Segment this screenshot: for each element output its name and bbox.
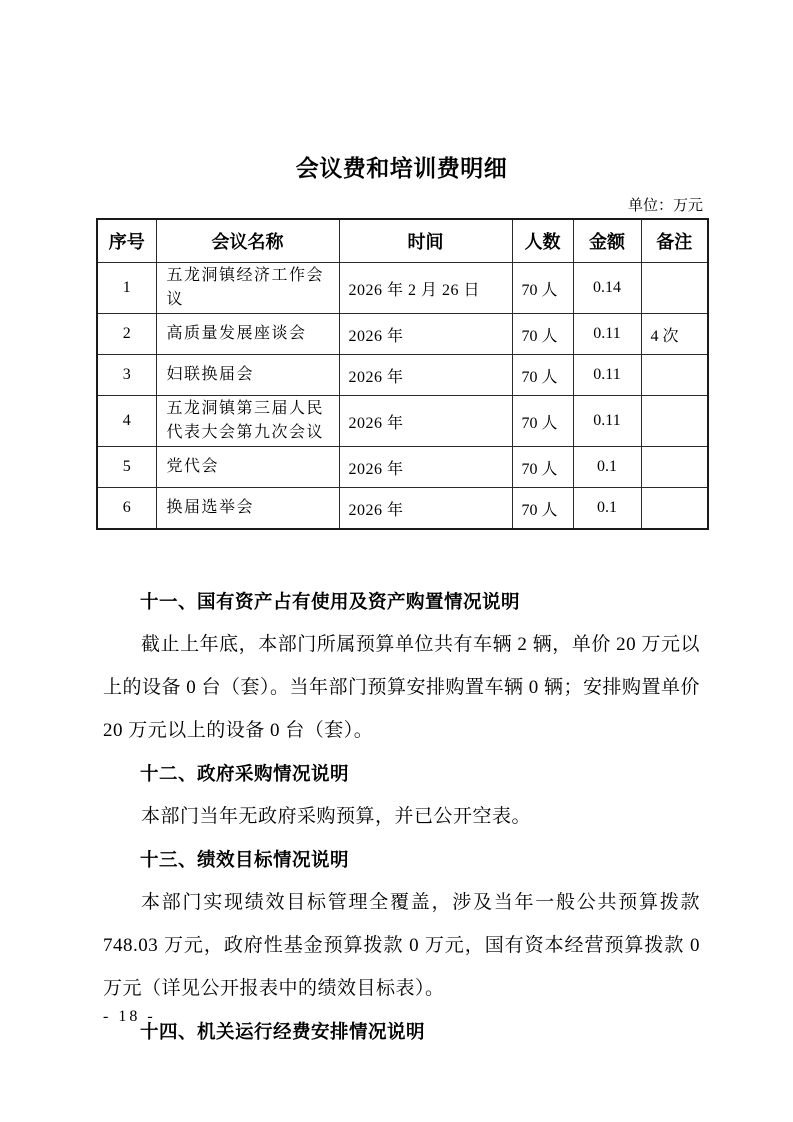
cell-people-count: 70 人: [512, 488, 573, 530]
column-header-people-count: 人数: [512, 219, 573, 263]
cell-index: 4: [97, 396, 156, 447]
cell-amount: 0.1: [573, 447, 641, 488]
table-row: [97, 396, 708, 447]
cell-note: [641, 447, 708, 488]
unit-label: 单位：万元: [627, 198, 703, 214]
column-header-note: 备注: [641, 219, 708, 263]
column-header-index: 序号: [97, 219, 156, 263]
cell-index: 6: [97, 488, 156, 530]
cell-people-count: 70 人: [512, 263, 573, 314]
table-row: [97, 314, 708, 355]
column-header-time: 时间: [339, 219, 512, 263]
cell-index: 3: [97, 355, 156, 396]
document-content: [96, 0, 707, 1053]
section-paragraph-gov-procurement: 本部门当年无政府采购预算，并已公开空表。: [141, 806, 532, 827]
cell-time: 2026 年: [339, 488, 512, 530]
cell-time: 2026 年: [339, 447, 512, 488]
cell-meeting-name: 五龙洞镇经济工作会议: [156, 263, 339, 314]
cell-time: 2026 年: [339, 314, 512, 355]
table-row: [97, 488, 708, 530]
cell-amount: 0.11: [573, 314, 641, 355]
column-header-meeting-name: 会议名称: [156, 219, 339, 263]
table-row: [97, 447, 708, 488]
cell-meeting-name: 五龙洞镇第三届人民代表大会第九次会议: [156, 396, 339, 447]
cell-note: [641, 396, 708, 447]
table-row: [97, 355, 708, 396]
section-heading-gov-procurement: 十二、政府采购情况说明: [140, 763, 350, 784]
cell-people-count: 70 人: [512, 314, 573, 355]
cell-people-count: 70 人: [512, 396, 573, 447]
column-header-amount: 金额: [573, 219, 641, 263]
page-title: 会议费和培训费明细: [295, 156, 508, 181]
cell-note: [641, 488, 708, 530]
cell-meeting-name: 党代会: [156, 447, 339, 488]
cell-meeting-name: 妇联换届会: [156, 355, 339, 396]
table-row: [97, 263, 708, 314]
cell-time: 2026 年: [339, 396, 512, 447]
cell-amount: 0.11: [573, 355, 641, 396]
cell-meeting-name: 换届选举会: [156, 488, 339, 530]
cell-note: [641, 355, 708, 396]
cell-index: 1: [97, 263, 156, 314]
cell-people-count: 70 人: [512, 355, 573, 396]
cell-index: 2: [97, 314, 156, 355]
document-sections: [103, 580, 700, 1053]
cell-time: 2026 年: [339, 355, 512, 396]
cell-note: 4 次: [641, 314, 708, 355]
cell-amount: 0.11: [573, 396, 641, 447]
section-paragraph-state-assets: 截止上年底，本部门所属预算单位共有车辆 2 辆，单价 20 万元以上的设备 0 台（套）。当年部门预算安排购置车辆 0 辆；安排购置单价 20 万元以上的设备 0 台（套）。: [103, 634, 701, 741]
section-paragraph-performance-targets: 本部门实现绩效目标管理全覆盖，涉及当年一般公共预算拨款 748.03 万元，政府性基金预算拨款 0 万元，国有资本经营预算拨款 0 万元（详见公开报表中的绩效目标表）。: [103, 892, 700, 999]
cell-note: [641, 263, 708, 314]
cell-time: 2026 年 2 月 26 日: [339, 263, 512, 314]
meeting-fee-table: [96, 218, 709, 530]
cell-amount: 0.1: [573, 488, 641, 530]
section-heading-state-assets: 十一、国有资产占有使用及资产购置情况说明: [140, 591, 521, 612]
page-number: - 18 -: [103, 1008, 156, 1025]
table-header-row: [97, 219, 708, 263]
cell-meeting-name: 高质量发展座谈会: [156, 314, 339, 355]
section-heading-performance-targets: 十三、绩效目标情况说明: [140, 849, 350, 870]
cell-people-count: 70 人: [512, 447, 573, 488]
section-heading-operating-expenses: 十四、机关运行经费安排情况说明: [140, 1021, 426, 1042]
cell-index: 5: [97, 447, 156, 488]
cell-amount: 0.14: [573, 263, 641, 314]
